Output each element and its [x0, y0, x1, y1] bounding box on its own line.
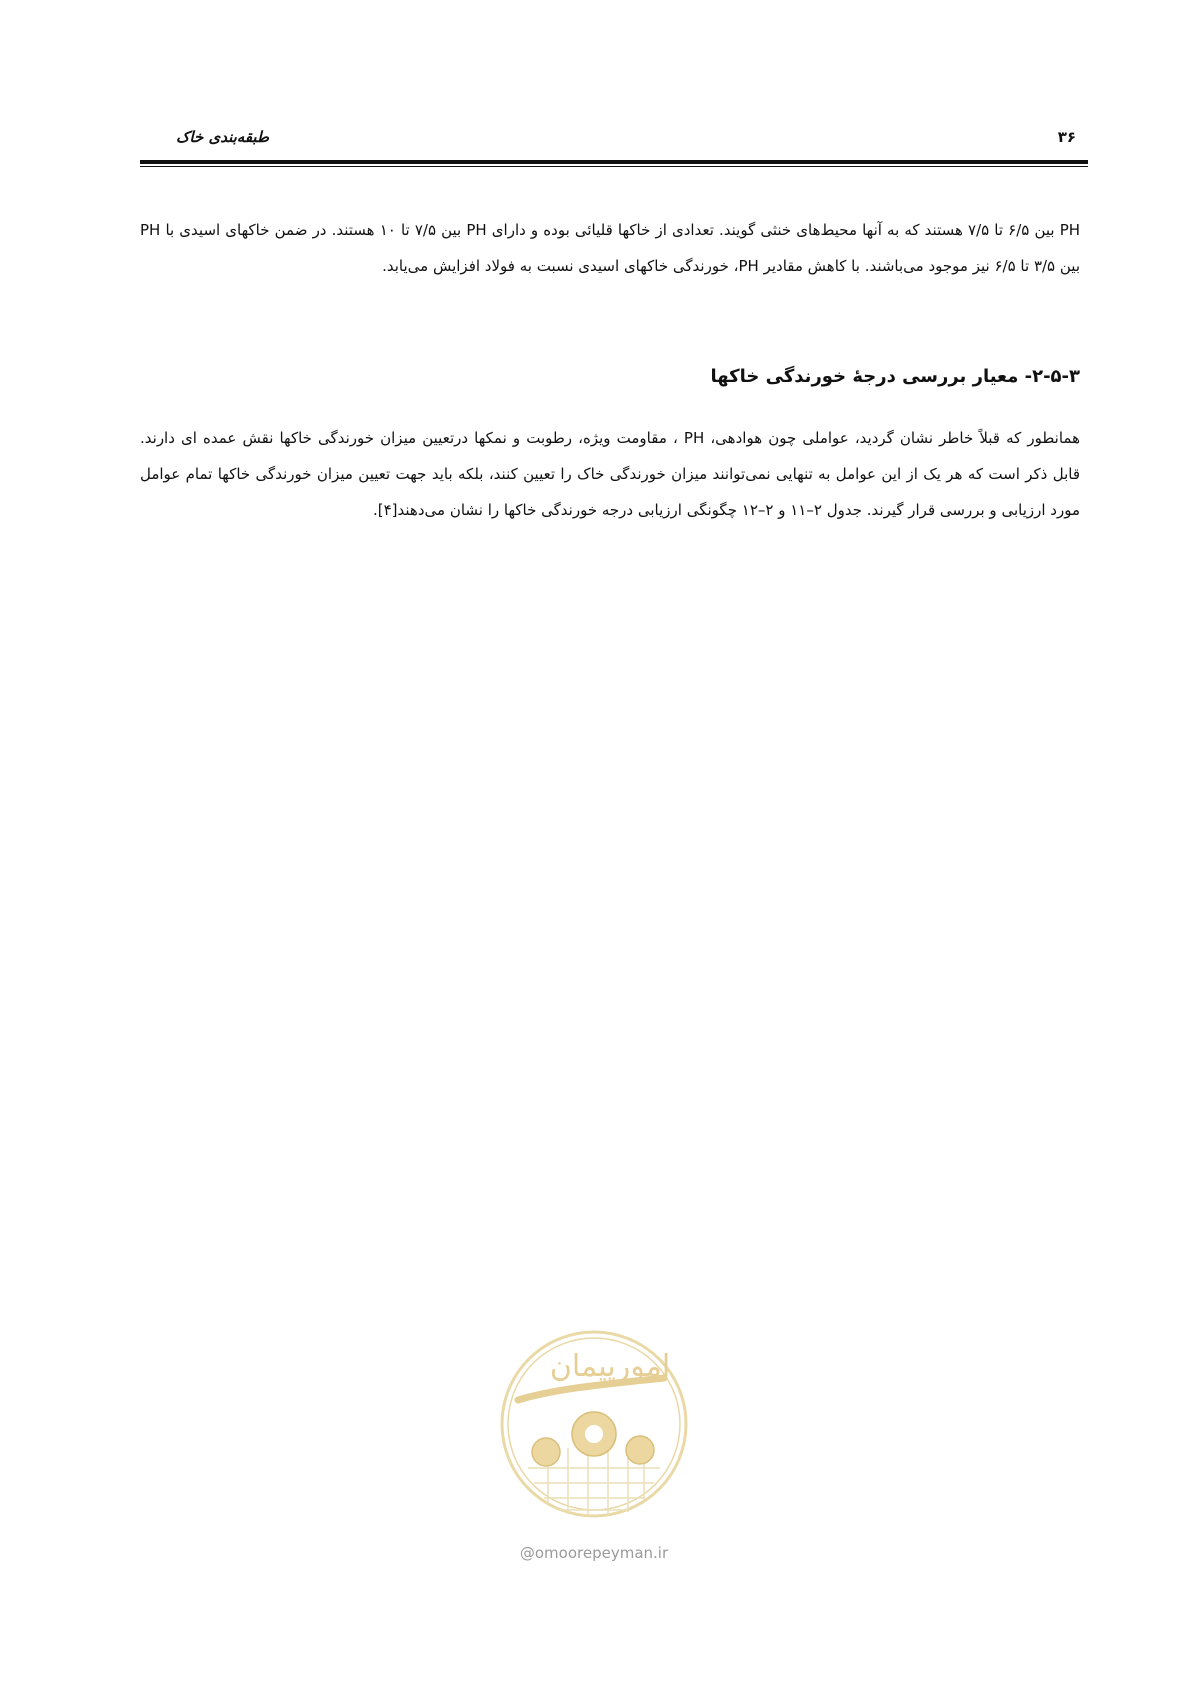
header-rule-thin [140, 166, 1088, 167]
running-header [140, 128, 1088, 158]
watermark [488, 1318, 700, 1588]
section-heading: ۲-۵-۳- معیار بررسی درجهٔ خورندگی خاکها [710, 366, 1080, 387]
watermark-logo-text: امورپیمان [549, 1349, 671, 1384]
watermark-logo-icon [488, 1318, 700, 1538]
paragraph-ph-ranges: PH بین ۶/۵ تا ۷/۵ هستند که به آنها محیط‌های خنثی گویند. تعدادی از خاکها قلیائی بوده و دارای PH بین ۷/۵ تا ۱۰ هستند. در ضمن خاکهای اسیدی با PH بین ۳/۵ تا ۶/۵ نیز موجود می‌باشند. با کاهش مقادیر PH، خورندگی خاکهای اسیدی نسبت به فولاد افزایش می‌یابد. [140, 221, 1081, 275]
excavator-icon [626, 1436, 654, 1464]
watermark-url: @omoorepeyman.ir [519, 1544, 669, 1562]
running-header-title: طبقه‌بندی خاک [176, 128, 269, 146]
page-number: ۳۶ [1057, 128, 1076, 146]
header-rule-thick [140, 160, 1088, 164]
scales-icon [532, 1438, 560, 1466]
paragraph-corrosion-criteria: همانطور که قبلاً خاطر نشان گردید، عواملی چون هوادهی، PH ، مقاومت ویژه، رطوبت و نمکها درتعیین میزان خورندگی خاکها نقش عمده ای دارند. قابل ذکر است که هر یک از این عوامل به تنهایی نمی‌توانند میزان خورندگی خاک را تعیین کنند، بلکه باید جهت تعیین میزان خورندگی خاکها تمام عوامل مورد ارزیابی و بررسی قرار گیرند. جدول ۲–۱۱ و ۲–۱۲ چگونگی ارزیابی درجه خورندگی خاکها را نشان می‌دهند[۴]. [140, 429, 1080, 519]
